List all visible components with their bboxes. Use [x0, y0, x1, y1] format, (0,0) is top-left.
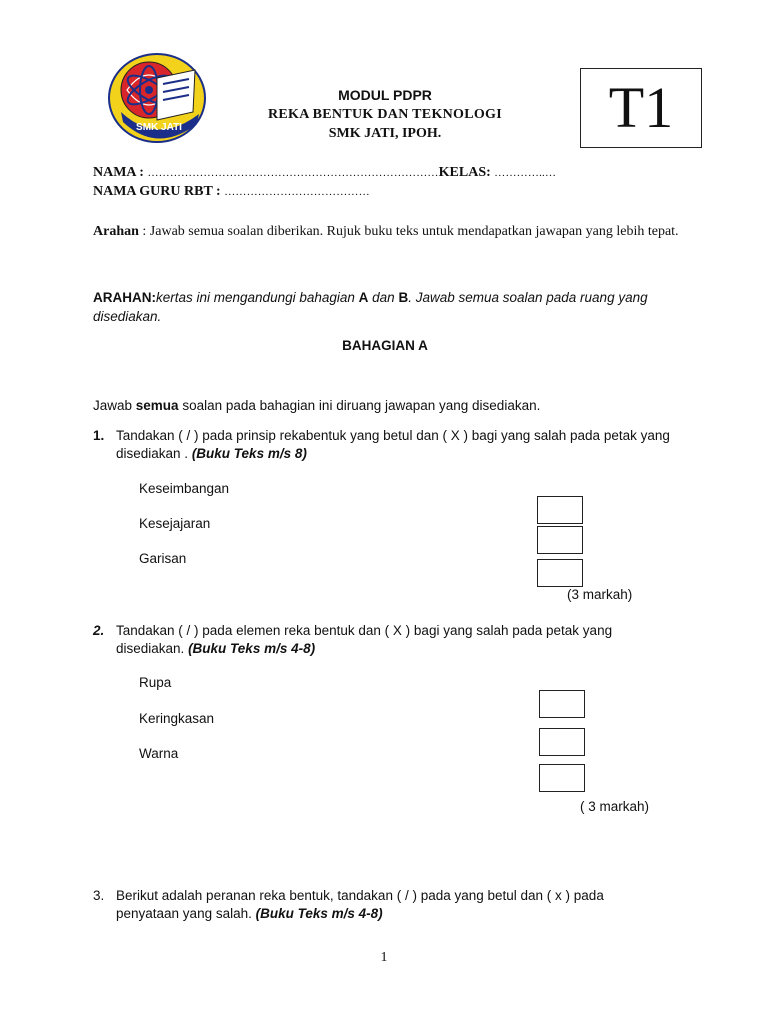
question-2-option-1: Rupa: [139, 675, 172, 690]
guru-line: [93, 184, 370, 200]
module-code-box: [580, 68, 702, 148]
section-intro-bold: semua: [135, 398, 179, 413]
section-intro: [93, 398, 540, 413]
nama-line: [93, 165, 556, 181]
answer-box[interactable]: [537, 559, 583, 587]
question-3-text: [116, 887, 656, 923]
arahan-1-text: : Jawab semua soalan diberikan. Rujuk buku teks untuk mendapatkan jawapan yang lebih tepat.: [138, 224, 679, 239]
arahan-2-a: A: [358, 290, 369, 305]
school-logo: [107, 50, 211, 146]
question-3-number: 3.: [93, 888, 105, 903]
kelas-blank[interactable]: …………..…: [494, 167, 557, 179]
kelas-label: KELAS:: [438, 165, 491, 180]
arahan-2-b: B: [398, 290, 409, 305]
question-2-option-2: Keringkasan: [139, 711, 215, 726]
question-3-ref: (Buku Teks m/s 4-8): [255, 906, 383, 921]
answer-box[interactable]: [539, 690, 585, 718]
module-title: MODUL PDPR: [338, 87, 432, 103]
question-3-body: Berikut adalah peranan reka bentuk, tandakan ( / ) pada yang betul dan ( x ) pada penyataan yang salah.: [116, 888, 604, 921]
arahan-2: [93, 288, 673, 326]
answer-box[interactable]: [537, 496, 583, 524]
question-2-body: Tandakan ( / ) pada elemen reka bentuk dan ( X ) bagi yang salah pada petak yang disediakan.: [116, 623, 613, 656]
school-name: SMK JATI, IPOH.: [328, 126, 442, 141]
module-code: T1: [608, 75, 674, 140]
question-1-option-2: Kesejajaran: [139, 516, 211, 531]
arahan-2-label: ARAHAN:: [93, 290, 156, 305]
nama-blank[interactable]: ……………………………………………………………………: [147, 167, 439, 179]
section-intro-post: soalan pada bahagian ini diruang jawapan yang disediakan.: [178, 398, 541, 413]
question-1-ref: (Buku Teks m/s 8): [191, 446, 307, 461]
guru-label: NAMA GURU RBT :: [93, 184, 221, 199]
question-1-text: [116, 427, 676, 463]
answer-box[interactable]: [537, 526, 583, 554]
arahan-1: [93, 221, 683, 242]
question-2-marks: ( 3 markah): [580, 799, 650, 814]
arahan-2-pre: kertas ini mengandungi bahagian: [156, 290, 359, 305]
arahan-2-mid: dan: [368, 290, 399, 305]
arahan-2-post: . Jawab semua soalan pada ruang yang disediakan.: [93, 290, 648, 324]
question-1-option-1: Keseimbangan: [139, 481, 230, 496]
page-number: 1: [380, 950, 388, 965]
answer-box[interactable]: [539, 764, 585, 792]
question-1-option-3: Garisan: [139, 551, 187, 566]
question-1-number: 1.: [93, 428, 105, 443]
question-2-ref: (Buku Teks m/s 4-8): [188, 641, 316, 656]
subject-title: REKA BENTUK DAN TEKNOLOGI: [267, 107, 502, 122]
question-1-body: Tandakan ( / ) pada prinsip rekabentuk yang betul dan ( X ) bagi yang salah pada petak yang disediakan .: [116, 428, 670, 461]
arahan-1-label: Arahan: [93, 224, 139, 239]
question-2-text: [116, 622, 666, 658]
question-1-marks: (3 markah): [567, 587, 633, 602]
question-2-number: 2.: [93, 623, 105, 638]
section-title: BAHAGIAN A: [342, 338, 428, 353]
nama-label: NAMA :: [93, 165, 144, 180]
answer-box[interactable]: [539, 728, 585, 756]
section-intro-pre: Jawab: [93, 398, 136, 413]
guru-blank[interactable]: …………………………………: [224, 186, 370, 198]
question-2-option-3: Warna: [139, 746, 179, 761]
logo-text: SMK JATI: [136, 122, 182, 133]
